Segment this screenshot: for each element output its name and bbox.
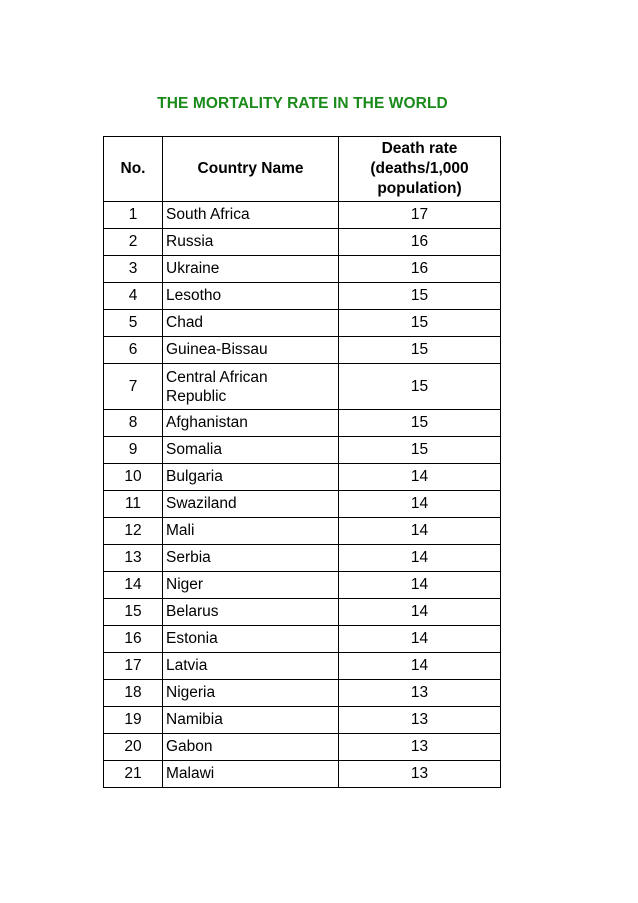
death-rate: 14	[339, 464, 501, 491]
country-name: Niger	[163, 572, 339, 599]
country-name: Nigeria	[163, 680, 339, 707]
row-number: 13	[104, 545, 163, 572]
row-number: 4	[104, 283, 163, 310]
row-number: 3	[104, 256, 163, 283]
country-name: Russia	[163, 229, 339, 256]
death-rate: 13	[339, 680, 501, 707]
row-number: 16	[104, 626, 163, 653]
country-name: Mali	[163, 518, 339, 545]
row-number: 19	[104, 707, 163, 734]
death-rate: 14	[339, 545, 501, 572]
country-name-line2: Republic	[166, 387, 227, 405]
header-death-rate-line1: Death rate	[381, 140, 458, 157]
death-rate: 15	[339, 337, 501, 364]
row-number: 7	[104, 364, 163, 410]
country-name-line1: Central African	[166, 368, 268, 386]
table-row	[104, 572, 501, 599]
row-number: 20	[104, 734, 163, 761]
table-row	[104, 626, 501, 653]
row-number: 14	[104, 572, 163, 599]
row-number: 9	[104, 437, 163, 464]
header-no: No.	[104, 137, 163, 202]
death-rate: 14	[339, 626, 501, 653]
country-name: Afghanistan	[163, 410, 339, 437]
table-row	[104, 337, 501, 364]
death-rate: 13	[339, 707, 501, 734]
header-country-name: Country Name	[163, 137, 339, 202]
table-row	[104, 680, 501, 707]
table-header-row	[104, 137, 501, 202]
country-name: Chad	[163, 310, 339, 337]
death-rate: 14	[339, 491, 501, 518]
row-number: 2	[104, 229, 163, 256]
country-name: Namibia	[163, 707, 339, 734]
table-row	[104, 653, 501, 680]
death-rate: 14	[339, 518, 501, 545]
table-row	[104, 761, 501, 788]
row-number: 12	[104, 518, 163, 545]
header-death-rate	[339, 137, 501, 202]
row-number: 6	[104, 337, 163, 364]
row-number: 1	[104, 202, 163, 229]
death-rate: 13	[339, 761, 501, 788]
death-rate: 15	[339, 364, 501, 410]
death-rate: 15	[339, 410, 501, 437]
country-name: Guinea-Bissau	[163, 337, 339, 364]
table-row	[104, 364, 501, 410]
death-rate: 15	[339, 283, 501, 310]
country-name: Belarus	[163, 599, 339, 626]
table-row	[104, 545, 501, 572]
row-number: 5	[104, 310, 163, 337]
table-row	[104, 734, 501, 761]
table-row	[104, 491, 501, 518]
row-number: 10	[104, 464, 163, 491]
death-rate: 16	[339, 229, 501, 256]
death-rate: 15	[339, 310, 501, 337]
table-row	[104, 599, 501, 626]
country-name: Ukraine	[163, 256, 339, 283]
table-row	[104, 256, 501, 283]
country-name: Estonia	[163, 626, 339, 653]
country-name	[163, 364, 339, 410]
death-rate: 16	[339, 256, 501, 283]
death-rate: 17	[339, 202, 501, 229]
table-row	[104, 283, 501, 310]
row-number: 8	[104, 410, 163, 437]
country-name: Gabon	[163, 734, 339, 761]
header-death-rate-line2: (deaths/1,000	[370, 160, 469, 177]
table-row	[104, 202, 501, 229]
death-rate: 14	[339, 653, 501, 680]
row-number: 11	[104, 491, 163, 518]
row-number: 18	[104, 680, 163, 707]
table-row	[104, 518, 501, 545]
country-name: Lesotho	[163, 283, 339, 310]
row-number: 17	[104, 653, 163, 680]
table-row	[104, 464, 501, 491]
table-row	[104, 707, 501, 734]
country-name: Somalia	[163, 437, 339, 464]
death-rate: 14	[339, 599, 501, 626]
table-row	[104, 410, 501, 437]
table-row	[104, 437, 501, 464]
country-name: Malawi	[163, 761, 339, 788]
table-row	[104, 310, 501, 337]
page-title: THE MORTALITY RATE IN THE WORLD	[157, 95, 448, 112]
country-name: Bulgaria	[163, 464, 339, 491]
row-number: 15	[104, 599, 163, 626]
death-rate: 13	[339, 734, 501, 761]
table-row	[104, 229, 501, 256]
death-rate: 14	[339, 572, 501, 599]
country-name: Latvia	[163, 653, 339, 680]
country-name: South Africa	[163, 202, 339, 229]
country-name: Swaziland	[163, 491, 339, 518]
header-death-rate-line3: population)	[377, 180, 462, 197]
mortality-table	[103, 136, 501, 788]
country-name: Serbia	[163, 545, 339, 572]
death-rate: 15	[339, 437, 501, 464]
row-number: 21	[104, 761, 163, 788]
